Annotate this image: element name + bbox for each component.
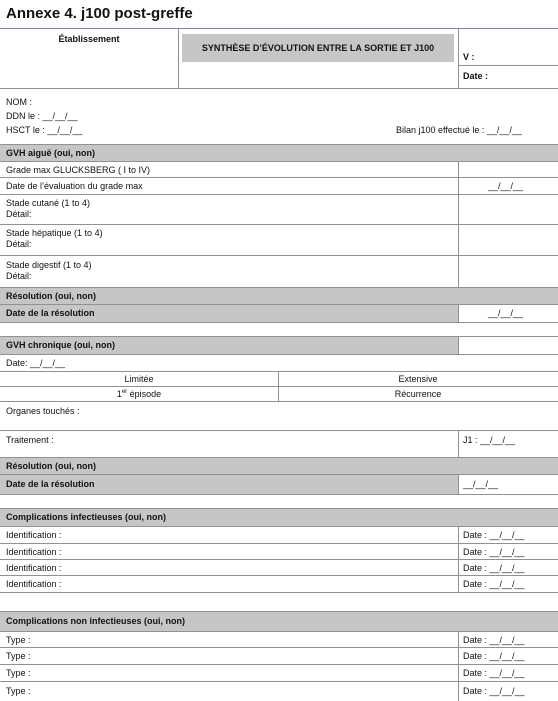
date-label: Date :	[463, 71, 489, 81]
complication-inf-row[interactable]: Identification : Date : __/__/__	[0, 527, 558, 544]
grade-max-row[interactable]: Grade max GLUCKSBERG ( I to IV)	[0, 162, 558, 178]
premier-episode-label: 1er épisode	[116, 389, 162, 399]
complication-inf-row[interactable]: Identification : Date : __/__/__	[0, 560, 558, 576]
v-label: V :	[463, 52, 475, 62]
gvh-chronique-header: GVH chronique (oui, non)	[0, 337, 558, 355]
complication-non-inf-row[interactable]: Type : Date : __/__/__	[0, 648, 558, 665]
synthese-label: SYNTHÈSE D’ÉVOLUTION ENTRE LA SORTIE ET J100	[201, 43, 435, 53]
organes-row[interactable]: Organes touchés :	[0, 402, 558, 431]
patient-block	[0, 89, 558, 145]
etablissement-label: Établissement	[58, 34, 120, 44]
header-row	[0, 29, 558, 89]
spacer-2	[0, 495, 558, 509]
complications-inf-header: Complications infectieuses (oui, non)	[0, 509, 558, 527]
complication-inf-row[interactable]: Identification : Date : __/__/__	[0, 544, 558, 560]
spacer-1	[0, 323, 558, 337]
bilan-field[interactable]: Bilan j100 effectué le : __/__/__	[396, 125, 522, 135]
stade-digestif-row[interactable]: Stade digestif (1 to 4) Détail:	[0, 256, 558, 288]
extent-row[interactable]: Limitée Extensive	[0, 372, 558, 387]
stade-hepatique-row[interactable]: Stade hépatique (1 to 4) Détail:	[0, 225, 558, 256]
gvh-chronique-date-row[interactable]: Date: __/__/__	[0, 355, 558, 372]
spacer-3	[0, 593, 558, 612]
gvh-aigue-header: GVH aiguë (oui, non)	[0, 145, 558, 162]
date-resolution-aigue-row[interactable]: Date de la résolution __/__/__	[0, 305, 558, 323]
episode-row[interactable]: 1er épisode Récurrence	[0, 387, 558, 402]
synthese-banner	[182, 34, 454, 62]
complication-non-inf-row[interactable]: Type : Date : __/__/__	[0, 682, 558, 701]
date-grade-row[interactable]: Date de l’évaluation du grade max __/__/__	[0, 178, 558, 195]
complications-non-inf-header: Complications non infectieuses (oui, non)	[0, 612, 558, 632]
hsct-field[interactable]: HSCT le : __/__/__	[6, 125, 83, 135]
ddn-field[interactable]: DDN le : __/__/__	[6, 111, 78, 121]
traitement-row[interactable]: Traitement : J1 : __/__/__	[0, 431, 558, 458]
complication-non-inf-row[interactable]: Type : Date : __/__/__	[0, 632, 558, 648]
complication-non-inf-row[interactable]: Type : Date : __/__/__	[0, 665, 558, 682]
date-resolution-chronique-row[interactable]: Date de la résolution __/__/__	[0, 475, 558, 495]
stade-cutane-row[interactable]: Stade cutané (1 to 4) Détail:	[0, 195, 558, 225]
resolution-aigue-header: Résolution (oui, non)	[0, 288, 558, 305]
form-frame	[0, 28, 558, 701]
complication-inf-row[interactable]: Identification : Date : __/__/__	[0, 576, 558, 593]
page-title: Annexe 4. j100 post-greffe	[6, 5, 193, 22]
nom-field[interactable]: NOM :	[6, 97, 32, 107]
resolution-chronique-header: Résolution (oui, non)	[0, 458, 558, 475]
